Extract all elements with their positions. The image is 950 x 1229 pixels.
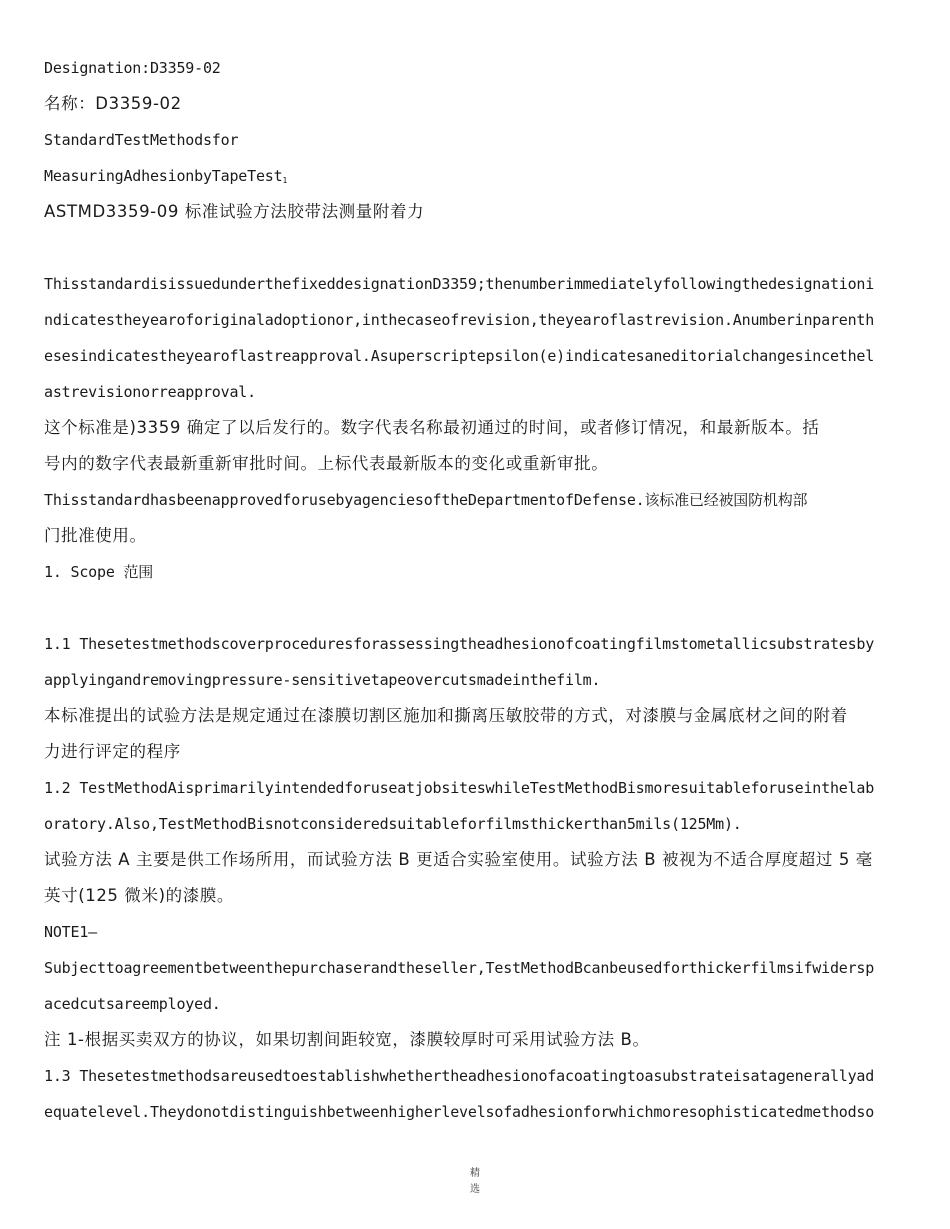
section-1-2-cn-line: 试验方法 A 主要是供工作场所用，而试验方法 B 更适合实验室使用。试验方法 B 被视为不适合厚度超过 5 毫 <box>44 850 873 869</box>
approval-line: ThisstandardhasbeenapprovedforusebyagenciesoftheDepartmentofDefense.该标准已经被国防机构部 <box>44 491 808 509</box>
note-1-label: NOTE1— <box>44 923 97 941</box>
intro-cn-line: 这个标准是)3359 确定了以后发行的。数字代表名称最初通过的时间，或者修订情况，和最新版本。括 <box>44 418 820 437</box>
footer-char: 精 <box>470 1168 480 1179</box>
intro-en-line: ndicatestheyearoforiginaladoptionor,inthecaseofrevision,theyearoflastrevision.Anumberinparenth <box>44 311 875 329</box>
section-1-1-en-line: 1.1 Thesetestmethodscoverproceduresforassessingtheadhesionofcoatingfilmstometallicsubstratesby <box>44 635 875 653</box>
note-1-en-line: Subjecttoagreementbetweenthepurchaserandtheseller,TestMethodBcanbeusedforthickerfilmsifwidersp <box>44 959 875 977</box>
section-1-3-en-line: equatelevel.Theydonotdistinguishbetweenhigherlevelsofadhesionforwhichmoresophisticatedmethodso <box>44 1103 875 1121</box>
note-1-cn-line: 注 1-根据买卖双方的协议，如果切割间距较宽，漆膜较厚时可采用试验方法 B。 <box>44 1030 650 1049</box>
section-1-2-cn-line: 英寸(125 微米)的漆膜。 <box>44 886 235 905</box>
note-1-en-line: acedcutsareemployed. <box>44 995 221 1013</box>
title-en-line-2 <box>44 158 924 194</box>
intro-en-line: astrevisionorreapproval. <box>44 383 256 401</box>
section-1-1-en-line: applyingandremovingpressure-sensitivetapeovercutsmadeinthefilm. <box>44 671 601 689</box>
page-footer <box>0 1166 950 1198</box>
title-en-line-1: StandardTestMethodsfor <box>44 131 239 149</box>
approval-line-cn: 门批准使用。 <box>44 526 147 545</box>
title-cn: ASTMD3359-09 标准试验方法胶带法测量附着力 <box>44 202 425 221</box>
title-en-text: MeasuringAdhesionbyTapeTest <box>44 167 283 185</box>
section-1-1-cn-line: 本标准提出的试验方法是规定通过在漆膜切割区施加和撕离压敏胶带的方式，对漆膜与金属底材之间的附着 <box>44 706 848 725</box>
section-1-2-en-line: oratory.Also,TestMethodBisnotconsideredsuitableforfilmsthickerthan5mils(125Mm). <box>44 815 742 833</box>
section-1-2-en-line: 1.2 TestMethodAisprimarilyintendedforuseatjobsiteswhileTestMethodBismoresuitableforuseinthelab <box>44 779 875 797</box>
spacer <box>44 590 924 626</box>
scope-heading: 1. Scope 范围 <box>44 563 154 581</box>
title-footnote-marker: 1 <box>282 176 288 185</box>
spacer <box>44 230 924 266</box>
section-1-3-en-line: 1.3 Thesetestmethodsareusedtoestablishwhethertheadhesionofacoatingtoasubstrateisatagenerallyad <box>44 1067 875 1085</box>
designation-en: Designation:D3359-02 <box>44 59 221 77</box>
designation-cn: 名称：D3359-02 <box>44 94 182 113</box>
document-page <box>44 50 924 1130</box>
section-1-1-cn-line: 力进行评定的程序 <box>44 742 181 761</box>
intro-cn-line: 号内的数字代表最新重新审批时间。上标代表最新版本的变化或重新审批。 <box>44 454 609 473</box>
intro-en-line: ThisstandardisissuedunderthefixeddesignationD3359;thenumberimmediatelyfollowingthedesignationi <box>44 275 875 293</box>
footer-char: 选 <box>470 1184 480 1195</box>
intro-en-line: esesindicatestheyearoflastreapproval.Asuperscriptepsilon(e)indicatesaneditorialchangesincethel <box>44 347 875 365</box>
